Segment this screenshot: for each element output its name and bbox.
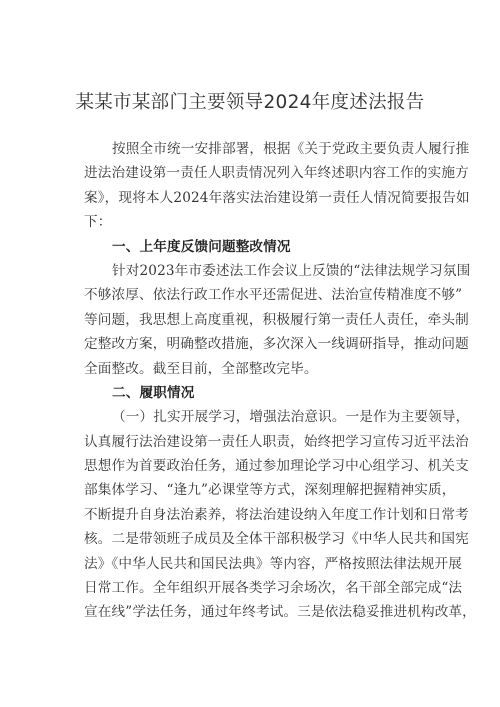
document-body <box>84 137 476 625</box>
paragraph-line: 按照全市统一安排部署，根据《关于党政主要负责人履行推 <box>112 141 470 157</box>
paragraph-line: 日常工作。全年组织开展各类学习余场次，名干部全部完成“法 <box>84 580 463 597</box>
paragraph-line: 核。二是带领班子成员及全体干部积极学习《中华人民共和国宪 <box>84 531 469 548</box>
paragraph-line: 宣在线”学法任务，通过年终考试。三是依法稳妥推进机构改革， <box>84 604 476 621</box>
paragraph-line: 思想作为首要政治任务，通过参加理论学习中心组学习、机关支 <box>84 458 469 475</box>
paragraph-line: 不够浓厚、依法行政工作水平还需促进、法治宣传精准度不够” <box>84 287 463 304</box>
paragraph-line: 针对2023年市委述法工作会议上反馈的“法律法规学习氛围 <box>112 262 471 279</box>
paragraph-line: 定整改方案，明确整改措施，多次深入一线调研指导，推动问题 <box>84 336 469 353</box>
paragraph-line: 部集体学习、“逢九”必课堂等方式，深刻理解把握精神实质， <box>84 482 456 499</box>
paragraph-line: 进法治建设第一责任人职责情况列入年终述职内容工作的实施方 <box>84 165 469 182</box>
paragraph-line: 全面整改。截至目前，全部整改完毕。 <box>84 360 318 377</box>
document-title: 某某市某部门主要领导2024年度述法报告 <box>75 92 425 113</box>
paragraph-line: 法》《中华人民共和国民法典》等内容，严格按照法律法规开展 <box>84 555 463 572</box>
paragraph-line: 不断提升自身法治素养，将法治建设纳入年度工作计划和日常考 <box>84 506 469 523</box>
paragraph-line: 等问题，我思想上高度重视，积极履行第一责任人责任，牵头制 <box>84 311 469 328</box>
paragraph-line: 认真履行法治建设第一责任人职责，始终把学习宣传习近平法治 <box>84 433 469 450</box>
section-heading: 二、履职情况 <box>112 384 195 401</box>
paragraph-line: 下： <box>84 214 112 231</box>
paragraph-line: 案》，现将本人2024年落实法治建设第一责任人情况简要报告如 <box>84 189 470 206</box>
paragraph-line: （一）扎实开展学习，增强法治意识。一是作为主要领导， <box>112 409 470 426</box>
section-heading: 一、上年度反馈问题整改情况 <box>112 238 291 255</box>
